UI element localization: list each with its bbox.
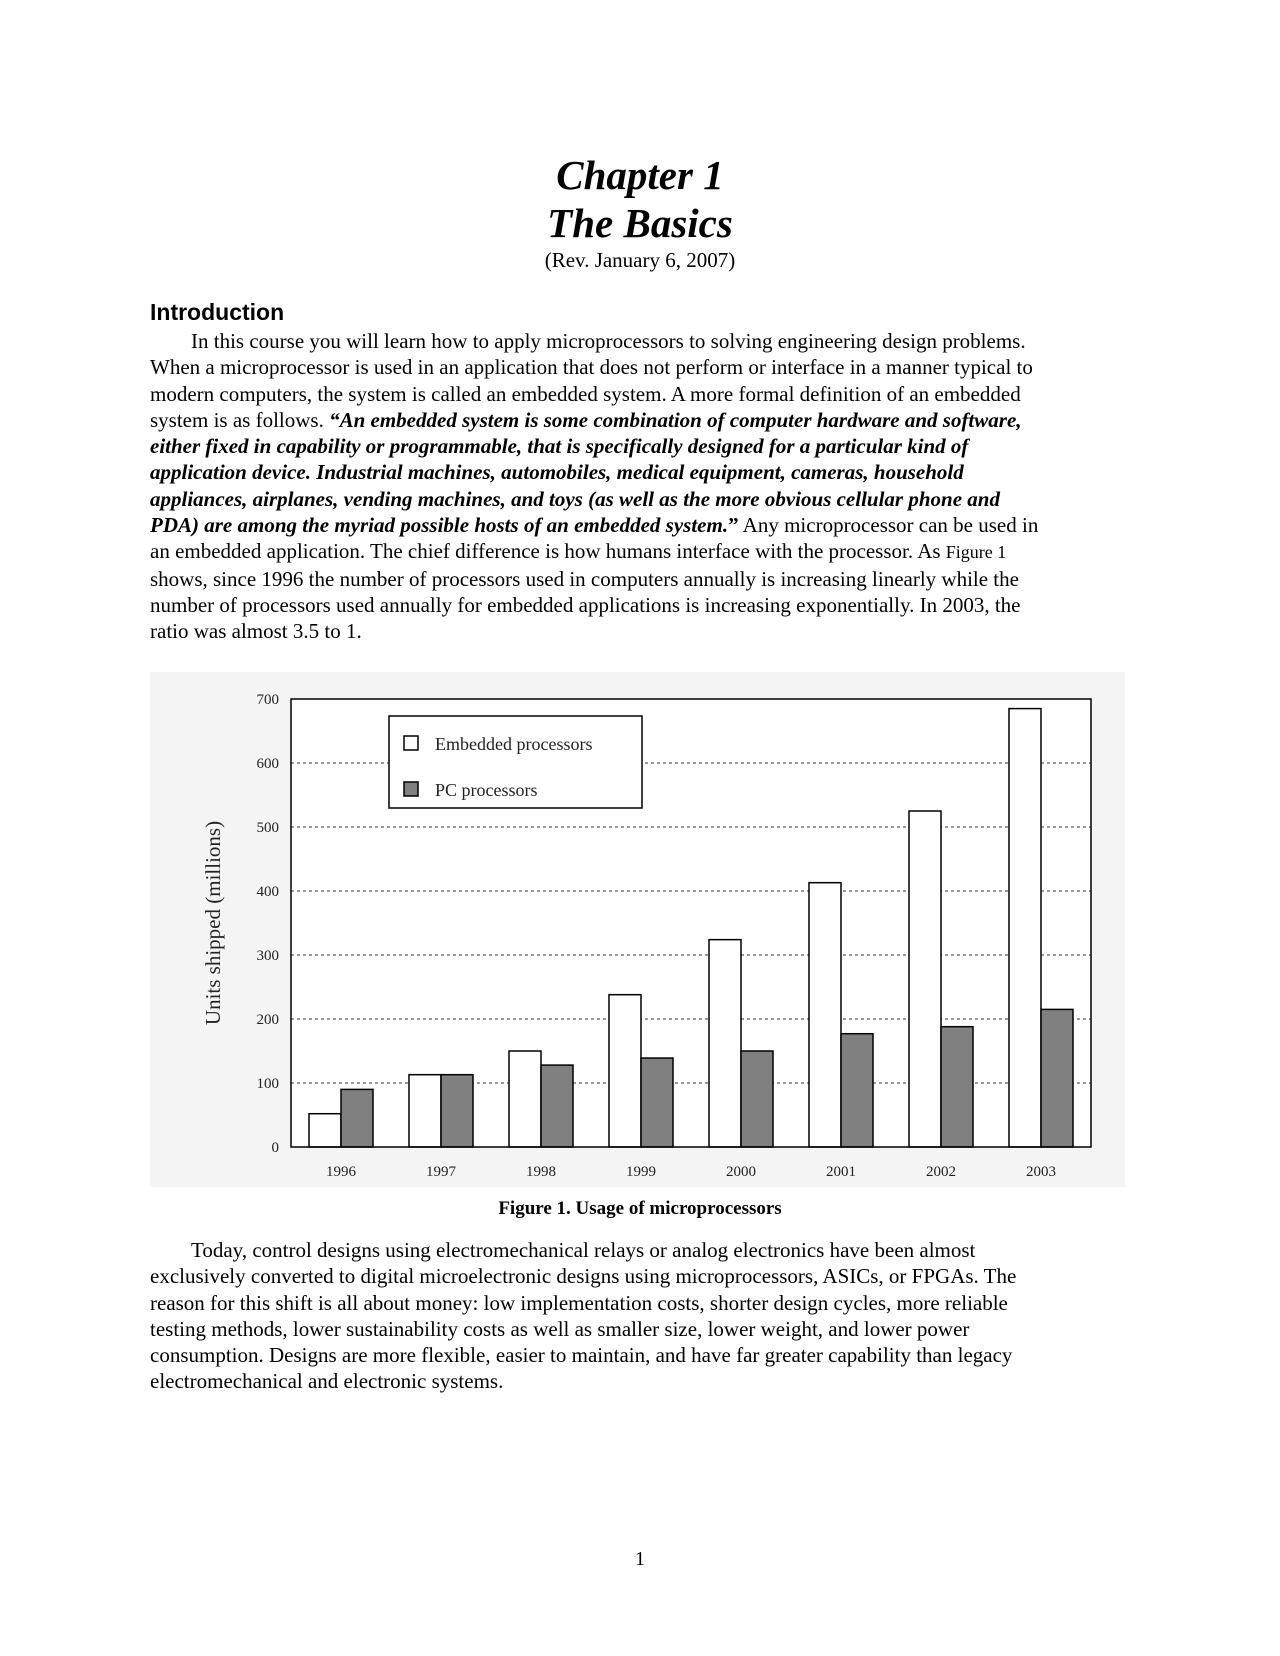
figure-caption: Figure 1. Usage of microprocessors [498, 1198, 782, 1219]
text-line: shows, since 1996 the number of processors used in computers annually is increasing linearly while the [150, 566, 1019, 591]
text-line: In this course you will learn how to apply microprocessors to solving engineering design problems. [191, 329, 1026, 353]
text-line [150, 512, 1140, 538]
bar [1041, 1009, 1073, 1147]
bar [741, 1051, 773, 1147]
revision-date: (Rev. January 6, 2007) [544, 248, 736, 272]
text-line [150, 407, 1140, 433]
x-tick-label: 2001 [826, 1164, 856, 1180]
legend-swatch [404, 782, 418, 796]
legend-label: Embedded processors [435, 734, 593, 754]
text-run: system is as follows. [150, 407, 330, 432]
y-tick-label: 100 [256, 1076, 279, 1092]
x-tick-label: 2003 [1026, 1164, 1056, 1180]
text-run: Any microprocessor can be used in [738, 513, 1039, 538]
bar [409, 1075, 441, 1147]
text-line: exclusively converted to digital microelectronic designs using microprocessors, ASICs, or FPGAs. The [150, 1264, 1017, 1289]
bar [509, 1051, 541, 1147]
chapter-number: Chapter 1 [556, 152, 724, 198]
definition-quote: application device. Industrial machines, automobiles, medical equipment, cameras, household [150, 460, 964, 485]
bar [809, 883, 841, 1147]
legend-swatch [404, 736, 418, 750]
definition-quote: PDA) are among the myriad possible hosts of an embedded system. [150, 513, 729, 538]
x-tick-label: 1999 [626, 1164, 656, 1180]
bar [1009, 709, 1041, 1147]
x-tick-label: 2000 [726, 1164, 756, 1180]
text-line: When a microprocessor is used in an application that does not perform or interface in a manner typical to [150, 355, 1033, 380]
page-number: 1 [635, 1548, 645, 1570]
text-line: number of processors used annually for embedded applications is increasing exponentially. In 2003, the [150, 592, 1021, 617]
quote-mark: ” [728, 513, 739, 538]
text-line: reason for this shift is all about money: low implementation costs, shorter design cycles, more reliable [150, 1290, 1008, 1315]
figure-reference: Figure 1 [945, 542, 1007, 563]
x-tick-label: 2002 [926, 1164, 956, 1180]
y-tick-label: 400 [256, 884, 279, 900]
text-line: Today, control designs using electromechanical relays or analog electronics have been almost [191, 1238, 976, 1262]
bar [841, 1034, 873, 1147]
y-tick-label: 700 [256, 692, 279, 708]
body-paragraph [150, 1237, 1140, 1395]
text-line: electromechanical and electronic systems. [150, 1369, 504, 1394]
text-line [150, 538, 1140, 565]
definition-quote: either fixed in capability or programmable, that is specifically designed for a particular kind of [150, 434, 969, 459]
bar-chart-svg [150, 672, 1125, 1187]
bar [309, 1114, 341, 1147]
text-line: testing methods, lower sustainability costs as well as smaller size, lower weight, and lower power [150, 1316, 970, 1341]
intro-paragraph [150, 328, 1140, 645]
text-line: consumption. Designs are more flexible, easier to maintain, and have far greater capability than legacy [150, 1343, 1013, 1368]
bar [609, 995, 641, 1147]
y-tick-label: 500 [256, 820, 279, 836]
bar [541, 1065, 573, 1147]
section-heading: Introduction [150, 299, 285, 325]
definition-quote: appliances, airplanes, vending machines, and toys (as well as the more obvious cellular phone and [150, 486, 1000, 511]
definition-quote: “An embedded system is some combination of computer hardware and software, [329, 407, 1022, 432]
x-tick-label: 1997 [426, 1164, 456, 1180]
bar [441, 1075, 473, 1147]
x-tick-label: 1998 [526, 1164, 556, 1180]
bar [909, 811, 941, 1147]
bar [341, 1089, 373, 1147]
chapter-title: The Basics [547, 200, 733, 246]
y-tick-label: 600 [256, 756, 279, 772]
processor-usage-chart [150, 672, 1125, 1187]
x-tick-label: 1996 [326, 1164, 356, 1180]
y-tick-label: 200 [256, 1012, 279, 1028]
y-axis-label: Units shipped (millions) [201, 820, 225, 1026]
y-tick-label: 0 [271, 1140, 279, 1156]
y-tick-label: 300 [256, 948, 279, 964]
bar [641, 1058, 673, 1147]
text-line: ratio was almost 3.5 to 1. [150, 619, 362, 644]
text-run: an embedded application. The chief difference is how humans interface with the processor. As [150, 539, 946, 564]
bar [709, 940, 741, 1147]
text-line: modern computers, the system is called an embedded system. A more formal definition of an embedded [150, 381, 1021, 406]
bar [941, 1027, 973, 1147]
legend-label: PC processors [435, 780, 538, 800]
